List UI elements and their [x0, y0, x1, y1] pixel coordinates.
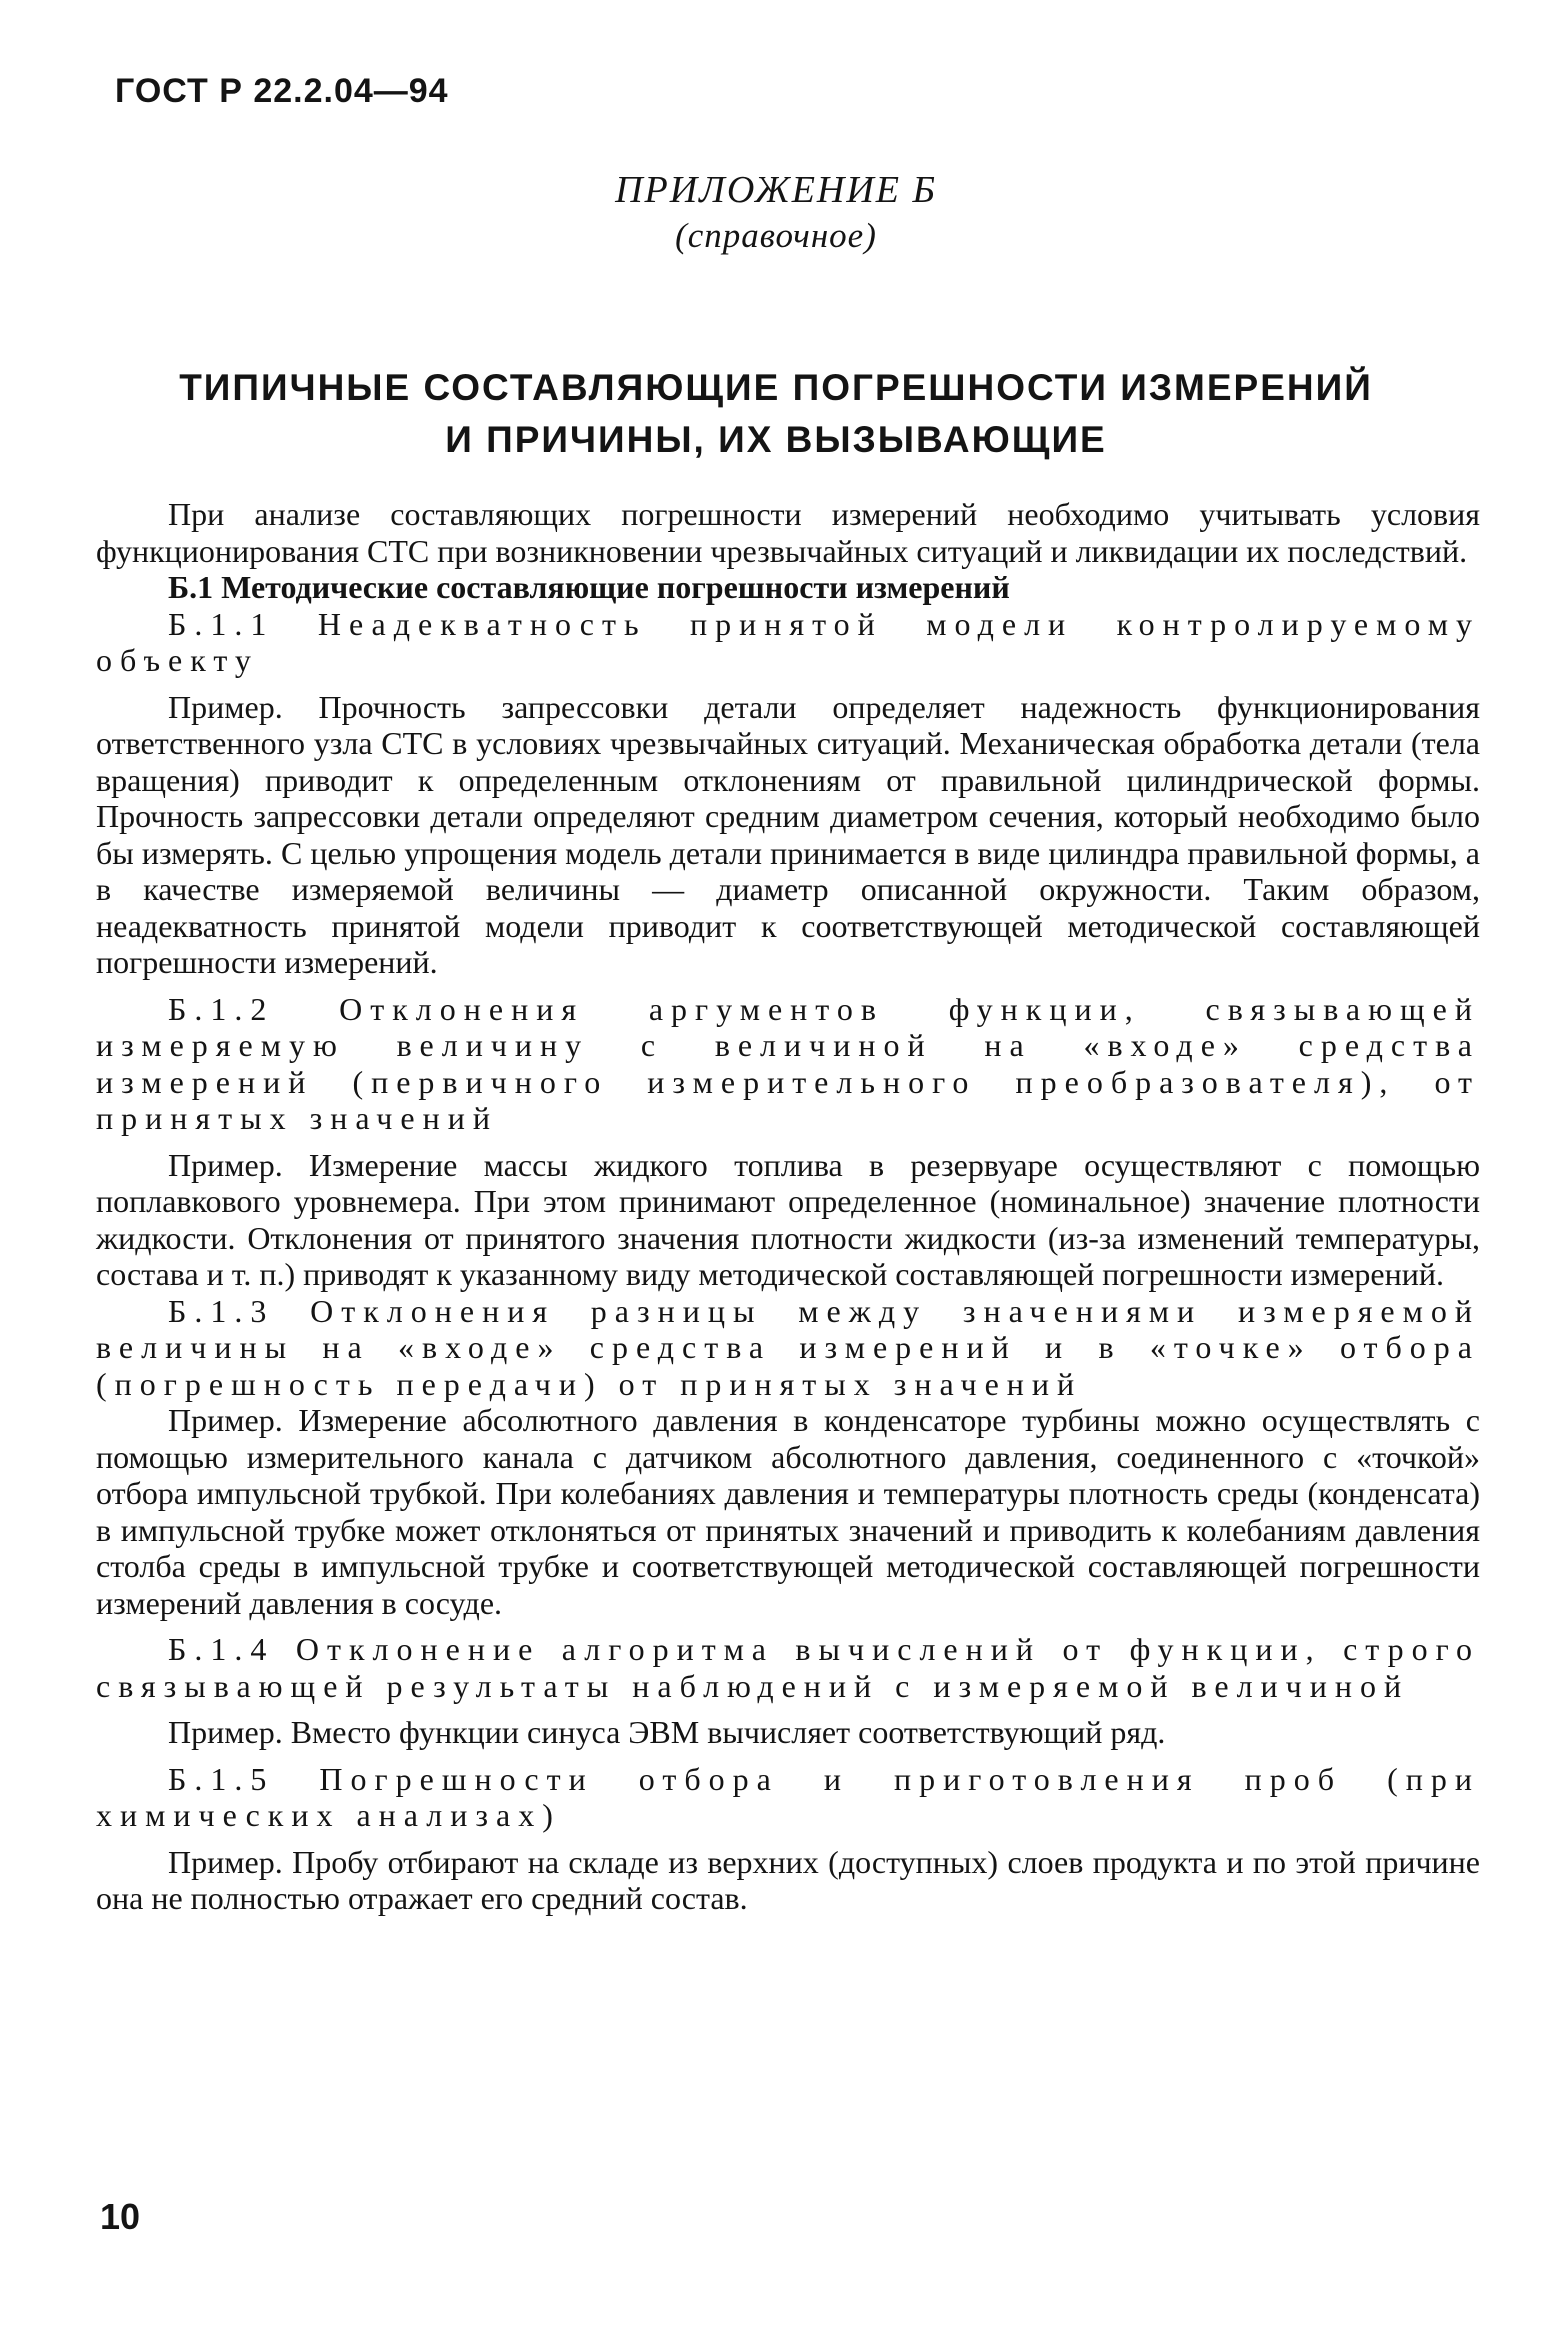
item-example-b1-1: Пример. Прочность запрессовки детали определяет надежность функционирования ответственного узла СТС в условиях чрезвычайных ситуаций. Механическая обработка детали (тела вращения) приводит к определенным отклонениям от правильной цилиндрической формы. Прочность запрессовки детали определяют средним диаметром сечения, который необходимо было бы измерять. С целью упрощения модель детали принимается в виде цилиндра правильной формы, а в качестве измеряемой величины — диаметр описанной окружности. Таким образом, неадекватность принятой модели приводит к соответствующей методической составляющей погрешности измерений.: [96, 688, 1480, 980]
item-heading-b1-2: Б.1.2 Отклонения аргументов функции, связывающей измеряемую величину с величиной на «входе» средства измерений (первичного измерительного преобразователя), от принятых значений: [96, 990, 1480, 1136]
item-heading-b1-5: Б.1.5 Погрешности отбора и приготовления проб (при химических анализах): [96, 1760, 1480, 1833]
main-title-line2: И ПРИЧИНЫ, ИХ ВЫЗЫВАЮЩИЕ: [445, 419, 1107, 460]
main-title: [0, 362, 1552, 466]
page-number: 10: [100, 2196, 141, 2237]
intro-paragraph: При анализе составляющих погрешности измерений необходимо учитывать условия функционирования СТС при возникновении чрезвычайных ситуаций и ликвидации их последствий.: [96, 496, 1480, 569]
main-title-line1: ТИПИЧНЫЕ СОСТАВЛЯЮЩИЕ ПОГРЕШНОСТИ ИЗМЕРЕНИЙ: [179, 367, 1373, 408]
section-heading-b1: Б.1 Методические составляющие погрешности измерений: [168, 569, 1010, 605]
item-example-b1-5: Пример. Пробу отбирают на складе из верхних (доступных) слоев продукта и по этой причине она не полностью отражает его средний состав.: [96, 1843, 1480, 1916]
appendix-title: ПРИЛОЖЕНИЕ Б: [615, 169, 937, 211]
appendix-subtitle: (справочное): [675, 216, 877, 255]
item-example-b1-4: Пример. Вместо функции синуса ЭВМ вычисляет соответствующий ряд.: [168, 1714, 1166, 1750]
item-heading-b1-3: Б.1.3 Отклонения разницы между значениями измеряемой величины на «входе» средства измерений и в «точке» отбора (погрешность передачи) от принятых значений: [96, 1292, 1480, 1402]
item-example-b1-3: Пример. Измерение абсолютного давления в конденсаторе турбины можно осуществлять с помощью измерительного канала с датчиком абсолютного давления, соединенного с «точкой» отбора импульсной трубкой. При колебаниях давления и температуры плотность среды (конденсата) в импульсной трубке может отклоняться от принятых значений и приводить к колебаниям давления столба среды в импульсной трубке и соответствующей методической составляющей погрешности измерений давления в сосуде.: [96, 1402, 1480, 1621]
item-heading-b1-1: Б.1.1 Неадекватность принятой модели контролируемому объекту: [96, 605, 1480, 678]
item-heading-b1-4: Б.1.4 Отклонение алгоритма вычислений от функции, строго связывающей результаты наблюдений с измеряемой величиной: [96, 1631, 1480, 1704]
document-header: ГОСТ Р 22.2.04—94: [115, 72, 449, 110]
document-body: [96, 496, 1480, 1917]
item-example-b1-2: Пример. Измерение массы жидкого топлива в резервуаре осуществляют с помощью поплавкового уровнемера. При этом принимают определенное (номинальное) значение плотности жидкости. Отклонения от принятого значения плотности жидкости (из-за изменений температуры, состава и т. п.) приводят к указанному виду методической составляющей погрешности измерений.: [96, 1146, 1480, 1292]
